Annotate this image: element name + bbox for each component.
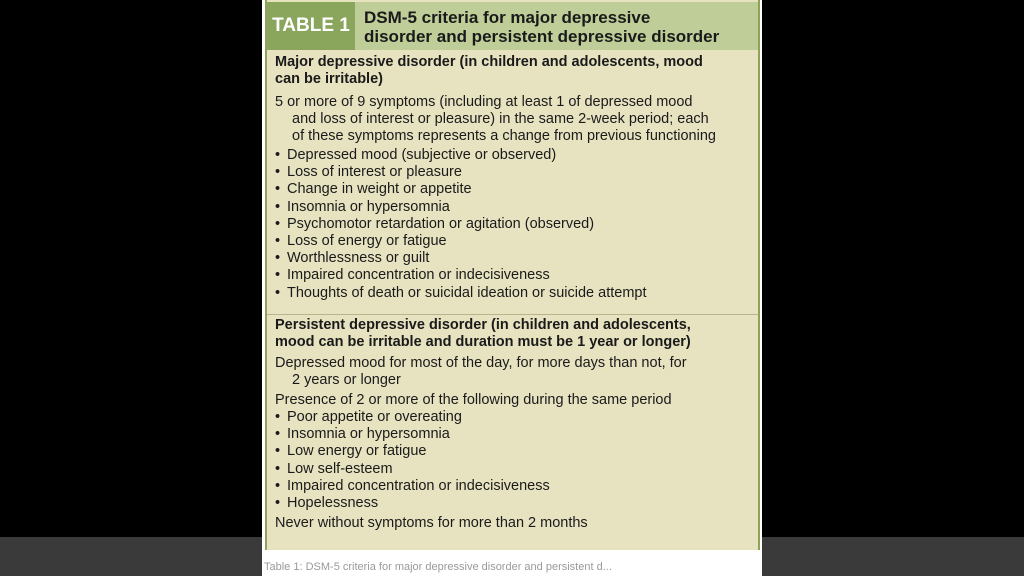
mdd-symptom-list: [275, 147, 758, 302]
list-item: [275, 461, 758, 478]
bullet-icon: •: [275, 460, 281, 477]
bullet-icon: •: [275, 284, 281, 301]
bullet-icon: •: [275, 147, 281, 163]
pdd-footer: Never without symptoms for more than 2 months: [275, 515, 588, 532]
pdd-presence: Presence of 2 or more of the following during the same period: [275, 392, 672, 408]
bullet-icon: •: [275, 426, 281, 443]
symptom-text: Impaired concentration or indecisiveness: [287, 267, 550, 284]
symptom-text: Loss of interest or pleasure: [287, 164, 462, 181]
list-item: [275, 285, 758, 302]
symptom-text: Thoughts of death or suicidal ideation or suicide attempt: [287, 284, 647, 301]
list-item: [275, 495, 758, 512]
mdd-heading-line2: can be irritable): [275, 71, 383, 87]
symptom-text: Impaired concentration or indecisiveness: [287, 477, 550, 494]
bullet-icon: •: [275, 477, 281, 494]
bullet-icon: •: [275, 495, 281, 512]
mdd-intro-line3: of these symptoms represents a change from previous functioning: [292, 128, 716, 144]
mdd-intro-line1: 5 or more of 9 symptoms (including at least 1 of depressed mood: [275, 94, 693, 110]
symptom-text: Psychomotor retardation or agitation (observed): [287, 215, 595, 232]
symptom-text: Low self-esteem: [287, 460, 393, 477]
table-number-label: TABLE 1: [267, 2, 355, 50]
mdd-intro: [275, 94, 758, 145]
list-item: [275, 199, 758, 216]
pdd-intro: [275, 355, 758, 389]
list-item: [275, 409, 758, 426]
dsm5-table: [265, 0, 760, 550]
list-item: [275, 267, 758, 284]
list-item: [275, 181, 758, 198]
bullet-icon: •: [275, 443, 281, 460]
list-item: [275, 164, 758, 181]
pdd-heading-line1: Persistent depressive disorder (in children and adolescents,: [275, 317, 691, 333]
table-title: [355, 2, 758, 50]
table-title-line2: disorder and persistent depressive disorder: [364, 27, 720, 46]
pdd-heading: [275, 315, 758, 351]
list-item: [275, 147, 758, 164]
table-header: [267, 2, 758, 50]
image-caption[interactable]: Table 1: DSM-5 criteria for major depressive disorder and persistent d...: [264, 561, 612, 573]
mdd-heading-line1: Major depressive disorder (in children and adolescents, mood: [275, 54, 703, 70]
list-item: [275, 216, 758, 233]
bullet-icon: •: [275, 198, 281, 215]
pdd-heading-line2: mood can be irritable and duration must be 1 year or longer): [275, 334, 691, 350]
mdd-section: [267, 52, 758, 312]
pdd-section: [267, 314, 758, 550]
list-item: [275, 478, 758, 495]
list-item: [275, 426, 758, 443]
symptom-text: Depressed mood (subjective or observed): [287, 147, 557, 163]
bullet-icon: •: [275, 233, 281, 250]
list-item: [275, 250, 758, 267]
bullet-icon: •: [275, 267, 281, 284]
bullet-icon: •: [275, 215, 281, 232]
symptom-text: Low energy or fatigue: [287, 443, 427, 460]
symptom-text: Poor appetite or overeating: [287, 409, 462, 425]
table-title-line1: DSM-5 criteria for major depressive: [364, 8, 651, 27]
symptom-text: Insomnia or hypersomnia: [287, 426, 450, 443]
list-item: [275, 443, 758, 460]
bullet-icon: •: [275, 181, 281, 198]
symptom-text: Change in weight or appetite: [287, 181, 472, 198]
bullet-icon: •: [275, 250, 281, 267]
pdd-intro-line2: 2 years or longer: [292, 372, 401, 388]
mdd-heading: [275, 52, 758, 88]
symptom-text: Insomnia or hypersomnia: [287, 198, 450, 215]
bullet-icon: •: [275, 164, 281, 181]
symptom-text: Hopelessness: [287, 495, 379, 512]
symptom-text: Worthlessness or guilt: [287, 250, 430, 267]
bullet-icon: •: [275, 409, 281, 425]
list-item: [275, 233, 758, 250]
mdd-intro-line2: and loss of interest or pleasure) in the same 2-week period; each: [292, 111, 709, 127]
pdd-symptom-list: [275, 409, 758, 512]
symptom-text: Loss of energy or fatigue: [287, 233, 447, 250]
pdd-intro-line1: Depressed mood for most of the day, for more days than not, for: [275, 355, 687, 371]
